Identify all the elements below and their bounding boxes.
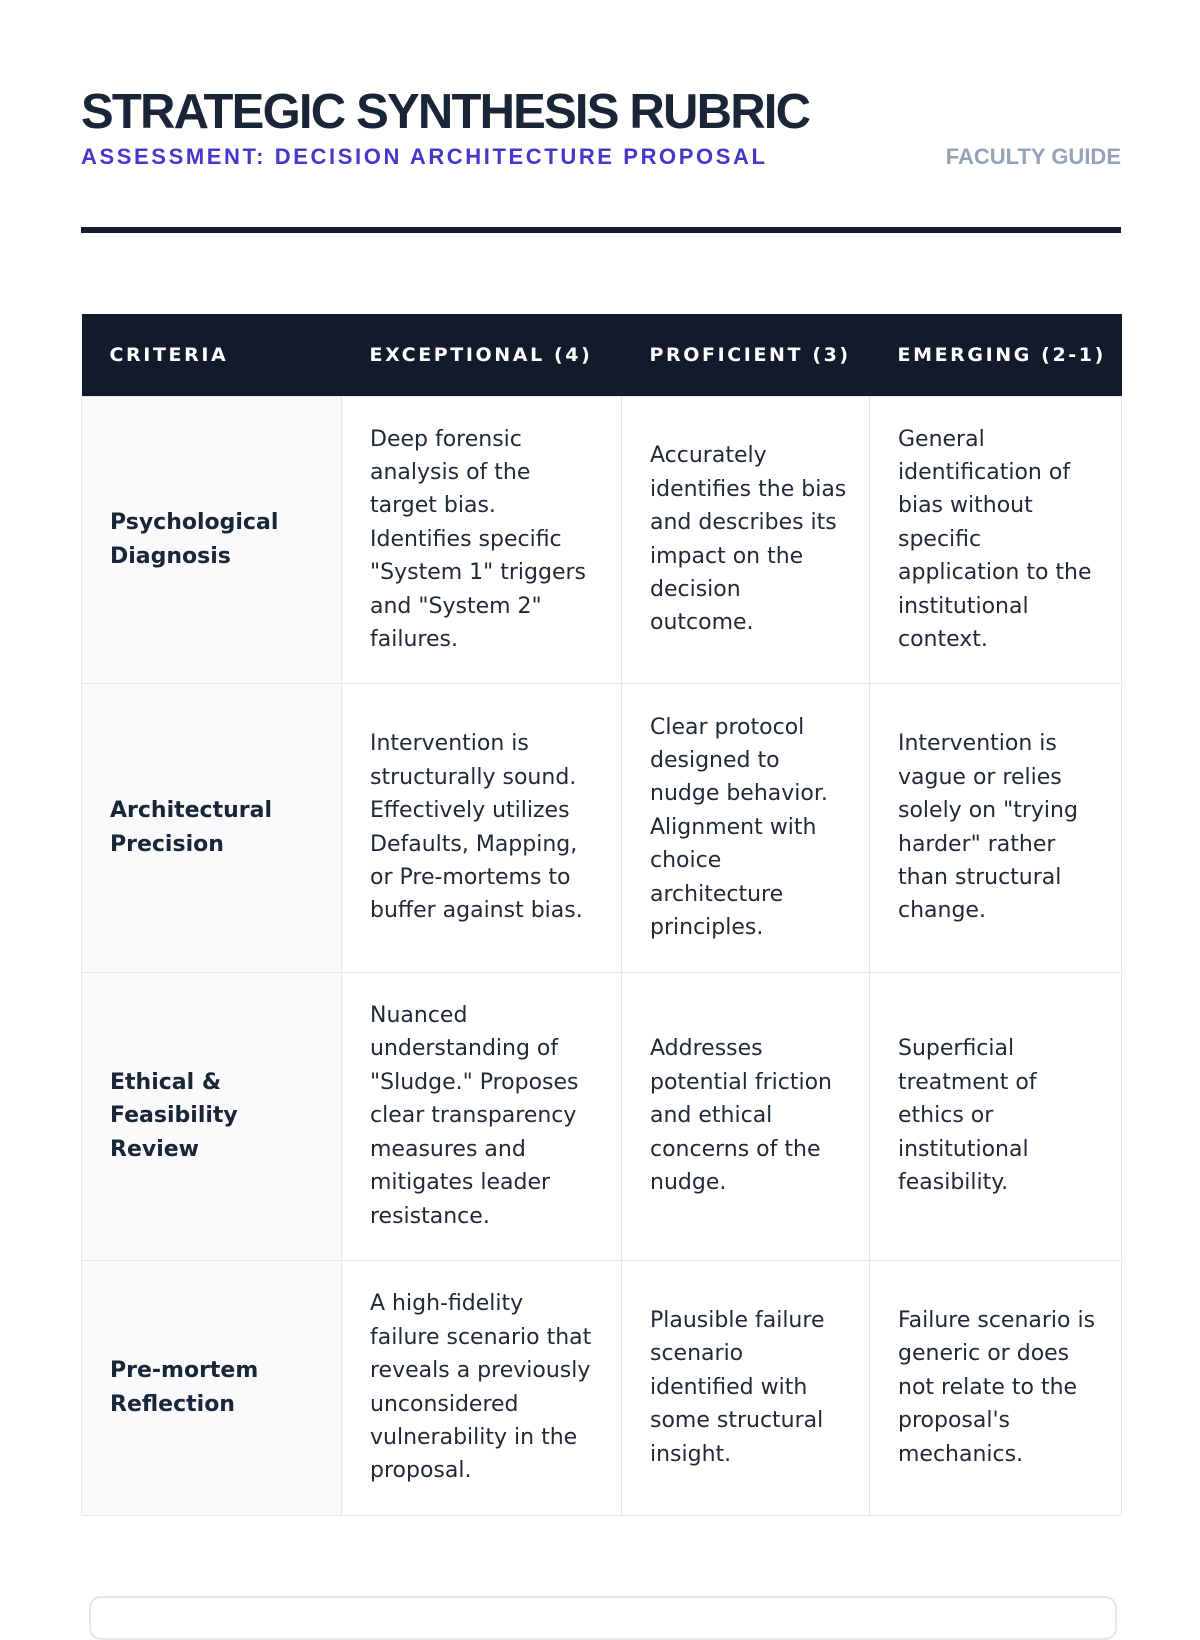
column-header-criteria: CRITERIA: [109, 343, 229, 366]
table-row: [82, 972, 1122, 1260]
column-header-emerging: EMERGING (2-1): [897, 343, 1106, 366]
emerging-cell: General identification of bias without specific application to the institutional context.: [870, 396, 1122, 683]
rubric-table-body: [82, 396, 1122, 1515]
header-divider: [81, 227, 1121, 233]
column-header-exceptional: EXCEPTIONAL (4): [369, 343, 593, 366]
header-row: [82, 314, 1122, 396]
assessment-subtitle: ASSESSMENT: DECISION ARCHITECTURE PROPOSAL: [81, 144, 768, 169]
table-row: [82, 396, 1122, 683]
faculty-guide-label: FACULTY GUIDE: [945, 144, 1121, 169]
criteria-cell: Ethical & Feasibility Review: [82, 972, 342, 1260]
page-title: STRATEGIC SYNTHESIS RUBRIC: [81, 85, 810, 139]
criteria-cell: Psychological Diagnosis: [82, 396, 342, 683]
column-header-proficient: PROFICIENT (3): [649, 343, 851, 366]
proficient-cell: Accurately identifies the bias and describes its impact on the decision outcome.: [622, 396, 870, 683]
page-header: [81, 0, 1121, 235]
rubric-table: [81, 314, 1122, 1516]
criteria-cell: Pre-mortem Reflection: [82, 1260, 342, 1515]
proficient-cell: Clear protocol designed to nudge behavior. Alignment with choice architecture principles.: [622, 683, 870, 972]
exceptional-cell: A high-fidelity failure scenario that reveals a previously unconsidered vulnerability in the proposal.: [342, 1260, 622, 1515]
exceptional-cell: Nuanced understanding of "Sludge." Proposes clear transparency measures and mitigates leader resistance.: [342, 972, 622, 1260]
rubric-page: [81, 0, 1121, 1484]
emerging-cell: Superficial treatment of ethics or institutional feasibility.: [870, 972, 1122, 1260]
footer-panel: [89, 1596, 1117, 1640]
emerging-cell: Intervention is vague or relies solely on "trying harder" rather than structural change.: [870, 683, 1122, 972]
proficient-cell: Plausible failure scenario identified with some structural insight.: [622, 1260, 870, 1515]
rubric-table-header: [82, 314, 1122, 396]
proficient-cell: Addresses potential friction and ethical concerns of the nudge.: [622, 972, 870, 1260]
exceptional-cell: Deep forensic analysis of the target bias. Identifies specific "System 1" triggers and "System 2" failures.: [342, 396, 622, 683]
table-row: [82, 1260, 1122, 1515]
criteria-cell: Architectural Precision: [82, 683, 342, 972]
exceptional-cell: Intervention is structurally sound. Effectively utilizes Defaults, Mapping, or Pre-mortems to buffer against bias.: [342, 683, 622, 972]
emerging-cell: Failure scenario is generic or does not relate to the proposal's mechanics.: [870, 1260, 1122, 1515]
table-row: [82, 683, 1122, 972]
